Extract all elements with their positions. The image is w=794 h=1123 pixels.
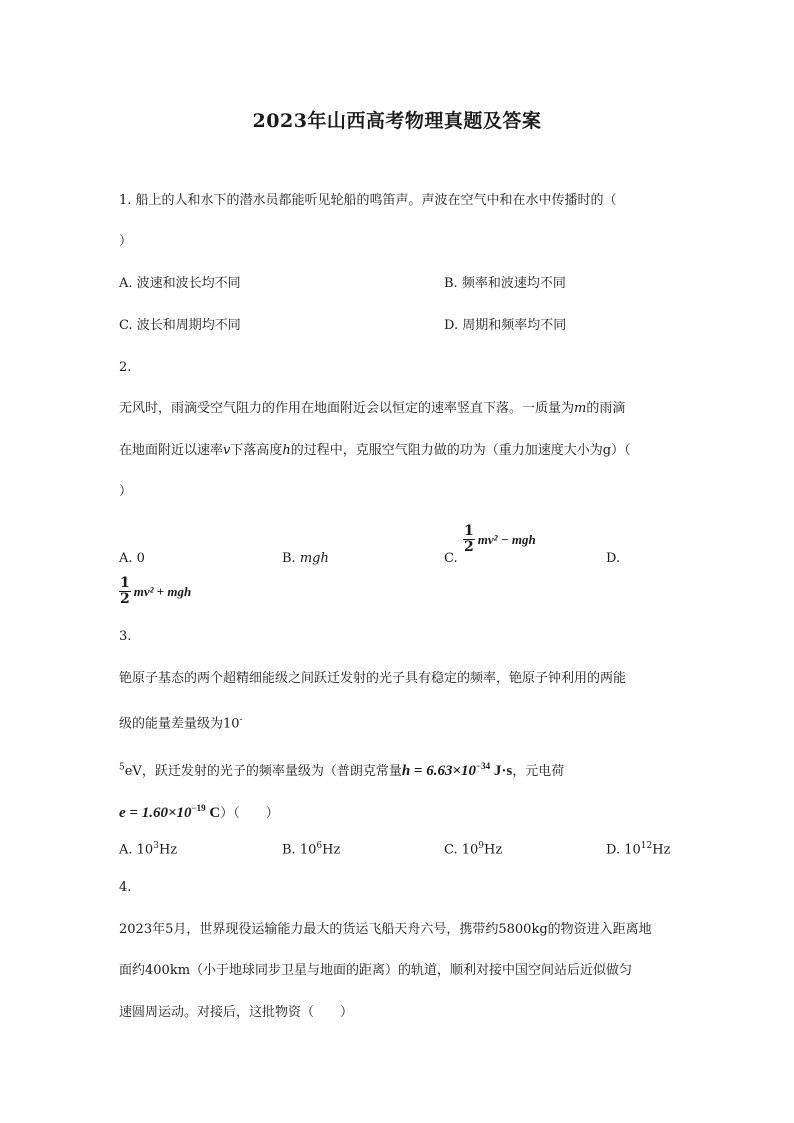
q2-option-a: A. 0 <box>119 551 145 566</box>
q2-var-m: m <box>574 401 587 416</box>
q3-option-c: C. $10^9Hz$ <box>444 841 503 858</box>
q4-line1: 2023年5月，世界现役运输能力最大的货运飞船天舟六号，携带约5800kg的物资进入距离地 <box>119 922 652 937</box>
q4-line2: 面约400km（小于地球同步卫星与地面的距离）的轨道，顺利对接中国空间站后近似做匀 <box>119 963 633 978</box>
q3-number: 3. <box>119 629 132 644</box>
q1-option-b: B. 频率和波速均不同 <box>444 276 566 291</box>
q4-line3: 速圆周运动。对接后，这批物资（ ） <box>119 1005 354 1020</box>
q2-option-d-label: D. <box>606 551 621 566</box>
q3-line3: $^5$eV，跃迁发射的光子的频率量级为（普朗克常量$h = 6.63\times 10^{-34}$ J·s，元电荷 <box>119 761 565 779</box>
q3-option-a: A. $10^3Hz$ <box>119 841 178 858</box>
q2-option-c-formula: $\frac{1}{2}$ mv² − mgh <box>464 523 536 555</box>
q3-line1: 铯原子基态的两个超精细能级之间跃迁发射的光子具有稳定的频率，铯原子钟利用的两能 <box>119 671 627 686</box>
q2-line1: 无风时，雨滴受空气阻力的作用在地面附近会以恒定的速率竖直下落。一质量为m的雨滴 <box>119 401 626 416</box>
q2-line2: 在地面附近以速率v下落高度h的过程中，克服空气阻力做的功为（重力加速度大小为g）（ <box>119 443 631 458</box>
q4-number: 4. <box>119 880 132 895</box>
q2-var-v: v <box>223 443 231 458</box>
q2-option-b: B. mgh <box>282 551 329 566</box>
q1-stem-line2: ） <box>119 234 133 249</box>
planck-constant: $h = 6.63\times 10^{-34}$ J·s <box>401 761 513 779</box>
q3-option-b: B. $10^6Hz$ <box>282 841 341 858</box>
q1-option-d: D. 周期和频率均不同 <box>444 318 567 333</box>
q2-var-h: h <box>282 443 291 458</box>
q2-option-c-label: C. <box>444 551 458 566</box>
q3-line2: 级的能量差量级为10- <box>119 715 243 732</box>
q2-number: 2. <box>119 360 132 375</box>
q2-option-d-formula: $\frac{1}{2}$ mv² + mgh <box>120 575 192 607</box>
q2-line3: ） <box>119 484 133 499</box>
q1-option-a: A. 波速和波长均不同 <box>119 276 241 291</box>
q1-stem-line1: 1. 船上的人和水下的潜水员都能听见轮船的鸣笛声。声波在空气中和在水中传播时的（ <box>119 193 617 208</box>
q3-option-d: D. $10^{12}Hz$ <box>606 841 671 858</box>
elementary-charge: $e = 1.60\times 10^{-19}$ C <box>119 803 221 821</box>
q3-line4: $e = 1.60\times 10^{-19}$ C）（ ） <box>119 803 279 821</box>
page-title: 2023年山西高考物理真题及答案 <box>252 110 542 132</box>
q1-option-c: C. 波长和周期均不同 <box>119 318 241 333</box>
